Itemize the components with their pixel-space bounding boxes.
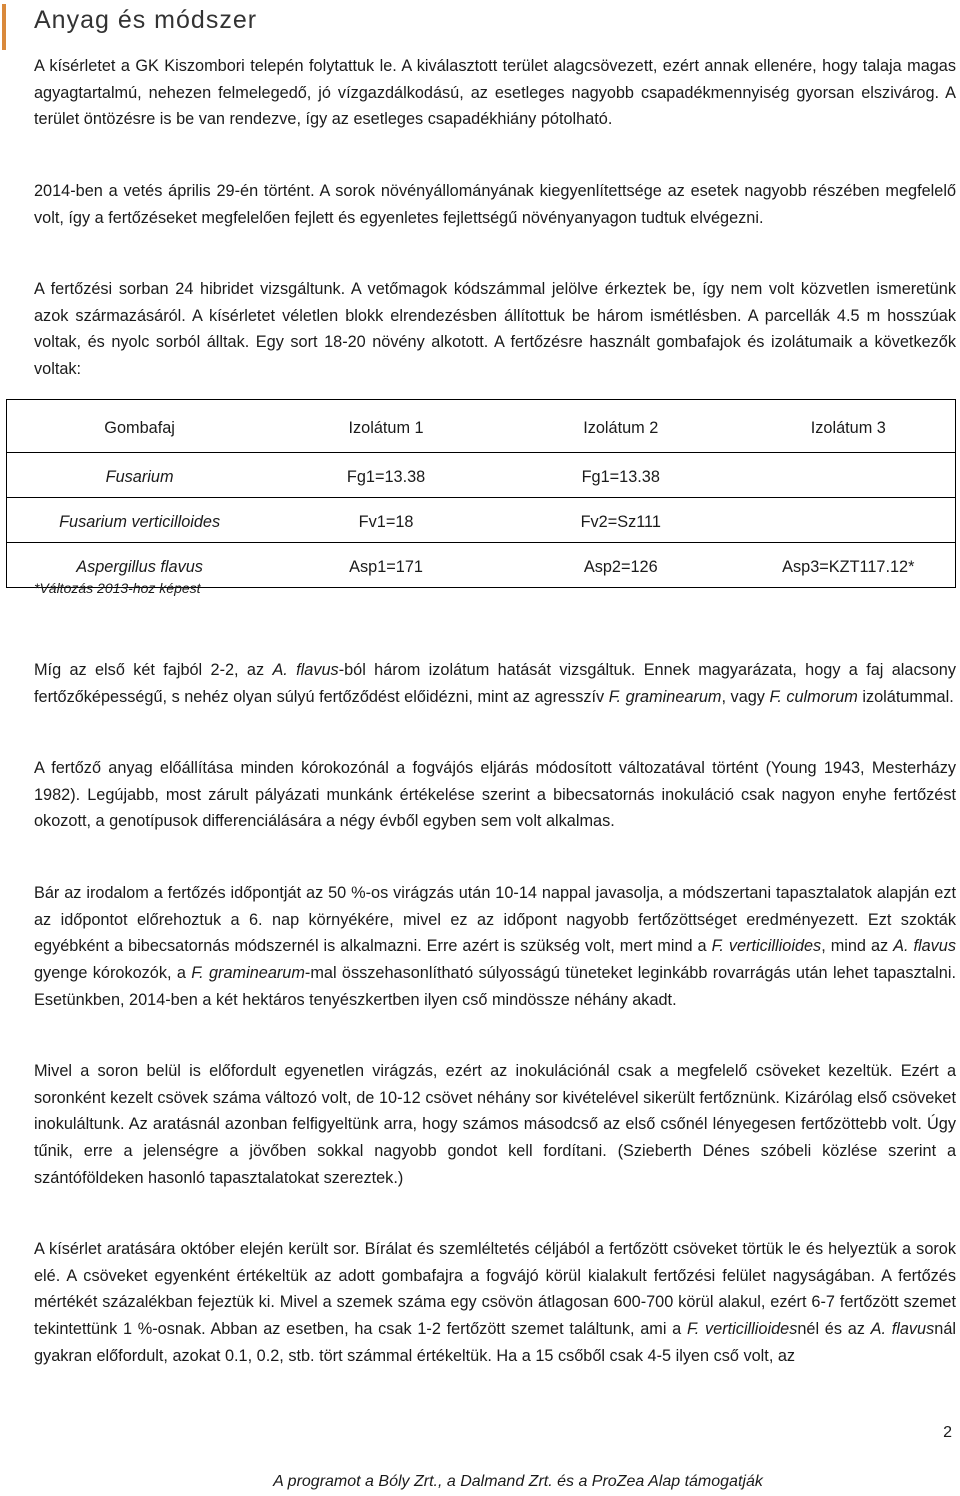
species-name: F. graminearum — [191, 964, 305, 983]
paragraph-hybrids — [34, 276, 956, 383]
table-cell — [742, 453, 956, 498]
paragraph-sowing — [34, 178, 956, 231]
species-name: F. culmorum — [769, 687, 858, 706]
species-cell: Fusarium verticilloides — [7, 498, 273, 543]
text-run: , vagy — [721, 687, 770, 706]
table-row — [7, 453, 956, 498]
table-cell: Fv2=Sz111 — [500, 498, 742, 543]
paragraph-inoculum — [34, 755, 956, 835]
table-cell: Fg1=13.38 — [272, 453, 500, 498]
text-run: -ból három izolátum hatását vizsgáltuk. Ennek magyarázata, hogy a faj alacsony fertőzőképességű, s nehéz olyan súlyú fertőződést előidézni, mint az agresszív — [34, 661, 956, 706]
text-run: -mal összehasonlítható súlyosságú tüneteket leginkább rovarrágás után lehet tapasztalni. Esetünkben, 2014-ben a két hektáros tenyészkertben ilyen cső mindössze néhány akadt. — [34, 964, 956, 1009]
table-footnote: *Változás 2013-hoz képest — [34, 580, 201, 596]
text-run: izolátummal. — [857, 687, 954, 706]
section-heading: Anyag és módszer — [34, 6, 258, 34]
text-run: 2014-ben a vetés április 29-én történt. A sorok növényállományának kiegyenlítettsége az esetek nagyobb részében megfelelő volt, így a fertőzéseket megfelelően fejlett és egyenletes fejlettségű növényanyagon tudtuk elvégezni. — [34, 182, 956, 227]
table-cell: Fg1=13.38 — [500, 453, 742, 498]
species-name: A. flavus — [893, 937, 956, 956]
species-cell: Aspergillus flavus — [7, 543, 273, 588]
paragraph-flowering — [34, 1058, 956, 1192]
text-run: Mivel a soron belül is előfordult egyenetlen virágzás, ezért az inokulációnál csak a megfelelő csöveket kezeltük. Ezért a soronként kezelt csövek száma változó volt, de 10-12 csövet néhány sor kivételével sikerült fertőznünk. Kizárólag első csöveket inokuláltunk. Az aratásnál azonban felfigyeltünk arra, hogy számos másodcső az első csőnél lényegesen fertőzöttebb volt. Úgy tűnik, erre a jelenségre a jövőben sokkal nagyobb gondot kell fordítani. (Szieberth Dénes szóbeli közlése szerint a szántóföldeken hasonló tapasztalatokat szereztek.) — [34, 1062, 956, 1187]
table-header-cell: Izolátum 2 — [500, 400, 742, 453]
text-run: A fertőző anyag előállítása minden kórokozónál a fogvájós eljárás módosított változatával történt (Young 1943, Mesterházy 1982). Legújabb, most zárult pályázati munkánk értékelése szerint a bibecsatornás inokuláció csak nagyon enyhe fertőzést okozott, a genotípusok differenciálására a négy évből egyben sem volt alkalmas. — [34, 759, 956, 831]
text-run: Bár az irodalom a fertőzés időpontját az 50 %-os virágzás után 10-14 nappal javasolja, a módszertani tapasztalatok alapján ezt az időpontot előrehoztuk a 6. nap környékére, mivel ez az időpont nagyobb fertőzöttséget eredményezett. Ezt szokták egyébként a bibecsatornás módszernél is alkalmazni. Erre azért is szükség volt, mert mind a — [34, 884, 956, 956]
table-cell: Asp3=KZT117.12* — [742, 543, 956, 588]
text-run: A kísérlet aratására október elején került sor. Bírálat és szemléltetés céljából a fertőzött csöveket törtük le és helyeztük a sorok elé. A csöveket egyenként értékeltük az adott gombafajra a fogvájó körül kialakult fertőzési felület nagyságában. A fertőzés mértékét százalékban fejeztük ki. Mivel a szemek száma egy csövön átlagosan 600-700 körül alakul, ezért 6-7 fertőzött szemet tekintettünk 1 %-osnak. Abban az esetben, ha csak 1-2 fertőzött szemet találtunk, ami a — [34, 1240, 956, 1339]
table-cell: Asp1=171 — [272, 543, 500, 588]
text-run: nél és az — [797, 1320, 871, 1339]
text-run: nál gyakran előfordult, azokat 0.1, 0.2, stb. tört számmal értékeltük. Ha a 15 csőből csak 4-5 ilyen cső volt, az — [34, 1320, 956, 1365]
text-run: A fertőzési sorban 24 hibridet vizsgáltunk. A vetőmagok kódszámmal jelölve érkeztek be, így nem volt közvetlen ismeretünk azok származásáról. A kísérletet véletlen blokk elrendezésben állítottuk be három ismétlésben. A parcellák 4.5 m hosszúak voltak, és nyolc sorból álltak. Egy sort 18-20 növény alkotott. A fertőzésre használt gombafajok és izolátumaik a következők voltak: — [34, 280, 956, 379]
heading-accent-bar — [2, 4, 6, 50]
species-name: F. verticillioides — [686, 1320, 798, 1339]
text-run: , mind az — [821, 937, 894, 956]
species-name: A. flavus — [870, 1320, 935, 1339]
isolate-table — [6, 399, 956, 588]
table-cell: Fv1=18 — [272, 498, 500, 543]
text-run: Míg az első két fajból 2-2, az — [34, 661, 273, 679]
table-header-cell: Izolátum 3 — [742, 400, 956, 453]
text-run: gyenge kórokozók, a — [34, 964, 192, 983]
table-header-row — [7, 400, 956, 453]
paragraph-timing — [34, 880, 956, 1014]
species-cell: Fusarium — [7, 453, 273, 498]
table-row — [7, 498, 956, 543]
paragraph-isolates — [34, 657, 956, 710]
table-cell — [742, 498, 956, 543]
species-name: F. verticillioides — [711, 937, 822, 956]
paragraph-harvest — [34, 1236, 956, 1370]
paragraph-site — [34, 53, 956, 133]
page-number: 2 — [943, 1424, 952, 1441]
table-header-cell: Gombafaj — [7, 400, 273, 453]
species-name: F. graminearum — [608, 687, 722, 706]
table-header-cell: Izolátum 1 — [272, 400, 500, 453]
table-cell: Asp2=126 — [500, 543, 742, 588]
species-name: A. flavus — [272, 661, 339, 679]
text-run: A kísérletet a GK Kiszombori telepén folytattuk le. A kiválasztott terület alagcsövezett, ezért annak ellenére, hogy talaja magas agyagtartalmú, nehezen felmelegedő, jó vízgazdálkodású, az esetleges nagyobb csapadékmennyiség gyorsan elszivárog. A terület öntözésre is be van rendezve, így az esetleges csapadékhiány pótolható. — [34, 57, 956, 129]
page-footer: A programot a Bóly Zrt., a Dalmand Zrt. és a ProZea Alap támogatják — [273, 1473, 763, 1490]
